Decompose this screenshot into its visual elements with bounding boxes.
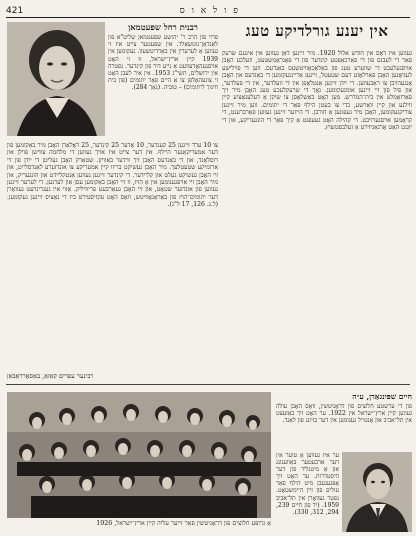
portrait-man-image <box>342 452 412 532</box>
section-divider <box>6 384 410 385</box>
page-number: 421 <box>6 6 24 16</box>
article-body-column-right: געווען איז דאָס אין חודש אלול 1920. מיר זיינען דאַן געווען אין אינעם שרעק פאַר די לעבנס פון די פאַרכאַפּטע קינדער פון די פּאָגראָמשטעט, וועלכע האָבן אויסגעלעבט די שווערע טעג פון באַלאַכאָוויטשעס באַנדעס. ווען די פוילישע לעגיאָנען האָבן פאַרלאָזט דעם שטעטל, זיינען אַריינגעקומען די באַנדעס און האָבן אָנגעהויבן צו ראַבעווען. די ייִדן זיינען אַנטלאָפן אין די וועלדער, אין די פעלדער, און פיל פון זיי זיינען אומגעקומען. נאָך די שרעקלעכע טעג האָבן מיר זיך פאַרזאַמלט אין בית־המדרש. מען האָט באַשלאָסן צו שיקן אַ דעלעגאַציע קיין ווילנע און קיין וואַרשע, כדי צו בעטן הילף פאַר די יתומים. ווען מיר זיינען צוריקגעקומען, האָבן מיר געפונען אַ חורבן. די הייזער זיינען געווען פאַרברענט, די קראָמען אויסגערויבט. די קהילה האָט געעפנט אַ קיך פאַר די הונגעריקע, און די יוגנט האָט אָרגאַניזירט אַ זעלבסטשוץ. <box>222 50 412 132</box>
group-photo-caption: אַ גרופּע חלוצים פון דראָגיטשין פאַר זייער עליה קיין ארץ־ישראל, 1926 <box>96 520 271 527</box>
article-body-column-left: צו 10 ערד זיינען 25 קענדער, 10 אָדער 25 קינדער, 25 דאָלאַרן האָבן מיר באַקומען פון דער אמעריקאַנער היילף. אין דער צייט איז אויך געווען די מלחמה צווישן פוילן און רוסלאַנד, און די באַנדעס האָבן זיך ווידער באַוויזן. שטאַרק האָבן געליטן די ייִדן פון די ארומיקע שטעטלעך. מיר האָבן געשיקט בריוו קיין אמעריקע צו אונדזערע לאַנדסלייט, און זיי האָבן געשיקט געלט און קליידער. די קינדער זיינען געווען אַנטקליידט און הונגעריק, און מיר האָבן זיי אויפגענומען אין אַ הויז, ווּ זיי האָבן באַקומען עסן און לערנען. די לערער זיינען געווען פון אונדזער שטאָט, און זיי האָבן געאַרבעט פריוויליק. אַזוי איז געגרינדעט געוואָרן דער יתומים־הויז פון באַראַנאָוויטש, וואָס האָט עקזיסטירט ביז די נאַציס זיינען געקומען. (ל.ג. 126, 17 ל"ג). <box>7 142 218 209</box>
running-title: פ ו ל א ו ס <box>179 6 240 16</box>
portrait-photo-man <box>342 452 412 532</box>
article-title: אין יענע גורלדיקע טעג <box>245 22 389 40</box>
bio-body-bottom: ער איז געווען אַ טוער אין דער ארבעטער באַוועגונג און אַ מיטגליד פון דער היסטדרות. ער האָט זיך אָפּגעגעבן מיט הילף פאַר עולים פון זיין היימשטאָט. נפטר געוואָרן אין תל־אביב 1959. (יד פון חיים 239, 294, 312, 330). <box>276 452 339 516</box>
bio-title: חיים שפּינגאַרן, ע״ה <box>352 392 412 401</box>
caption-title: רבנית רחל שפעטמאן <box>128 22 198 32</box>
group-photo <box>7 392 271 518</box>
article-signature: רבינער עפרים קאַזאַ, באַסאָרראַבאַן <box>7 372 94 380</box>
caption-body: פרוי פון הרב ר' יהושע שפעטמאן שליט"א פון לאַנדאַן־גוטשאַלד. אין שפעטער צייט איז זי געווען אַ לערערין אין באַרדיטשעוו. געקומען אין 1939 קיין ארץ־ישראל, ווּ זי האָט אויסגעהאָדעוועט אַ נייע דור פון קינדער. נפטרה אין ירושלים, תשי"ג 1953. אין איר לעבן האָט זי צוגעהאָלפן צו אַ היים פאַר יתומים (פון בית חינוך ליתומים) – טוביה. (נאָך 284). <box>108 34 218 92</box>
header-rule <box>6 17 410 18</box>
portrait-woman-image <box>7 22 105 136</box>
portrait-photo-woman <box>7 22 105 136</box>
portrait-caption <box>108 22 218 142</box>
page-header <box>6 2 410 16</box>
bio-body-top: פון די ערשטע חלוצים פון דראָגיטשין, וואָס האָבן עולה געווען קיין ארץ־ישראל אין 1922. ער האָט זיך באַזעצט אין תל־אביב און אָנטייל גענומען אין דער בויונג פון לאַנד. <box>276 403 412 425</box>
group-photo-image <box>7 392 271 518</box>
